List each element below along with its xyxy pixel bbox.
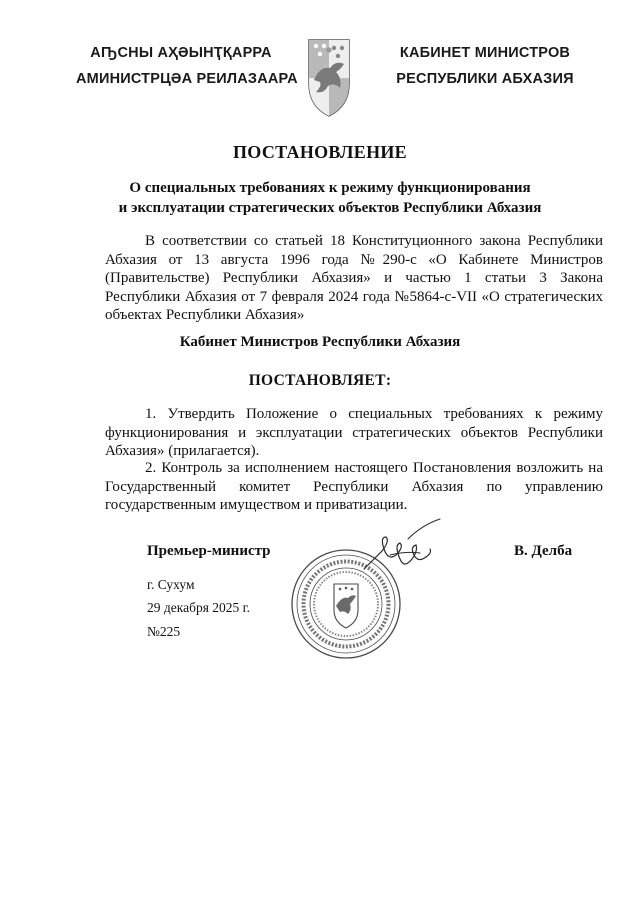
header-left-line1: АҦСНЫ АҲӘЫНҬҚАРРА [90,45,272,61]
resolves-heading: ПОСТАНОВЛЯЕТ: [248,372,392,389]
handwritten-signature-icon [360,515,445,577]
subject-line1: О специальных требованиях к режиму функционирования [129,180,531,196]
issue-date: 29 декабря 2025 г. [147,600,251,615]
coat-of-arms-icon [306,36,352,120]
header-left-line2: АМИНИСТРЦӘА РЕИЛАЗААРА [76,71,298,87]
place-of-issue: г. Сухум [147,577,195,592]
header-russian-title [380,40,590,92]
header-right-line1: КАБИНЕТ МИНИСТРОВ [399,45,571,61]
header-right-line2: РЕСПУБЛИКИ АБХАЗИЯ [396,71,574,87]
document-title: ПОСТАНОВЛЕНИЕ [233,142,407,162]
document-number: №225 [147,624,181,639]
resolution-item-1: 1. Утвердить Положение о специальных требованиях к режиму функционирования и эксплуатации стратегических объектов Республики Абхазия» (прилагается). [105,406,603,460]
issuer-heading: Кабинет Министров Республики Абхазия [179,334,461,350]
signatory-name: В. Делба [514,543,573,559]
preamble-paragraph: В соответствии со статьей 18 Конституционного закона Республики Абхазия от 13 августа 1996 года №290-с «О Кабинете Министров (Правительстве) Республики Абхазия» и частью 1 статьи 3 Закона Республики Абхазия от 7 февраля 2024 года №5864-с-VII «О стратегических объектах Республики Абхазия» [105,233,603,324]
header-abkhaz-title [76,40,298,92]
subject-line2: и эксплуатации стратегических объектов Республики Абхазия [118,200,542,216]
resolution-item-2: 2. Контроль за исполнением настоящего Постановления возложить на Государственный комитет Республики Абхазия по управлению государственным имуществом и приватизации. [105,460,603,514]
signatory-position: Премьер-министр [147,543,271,559]
document-subject [60,178,600,218]
